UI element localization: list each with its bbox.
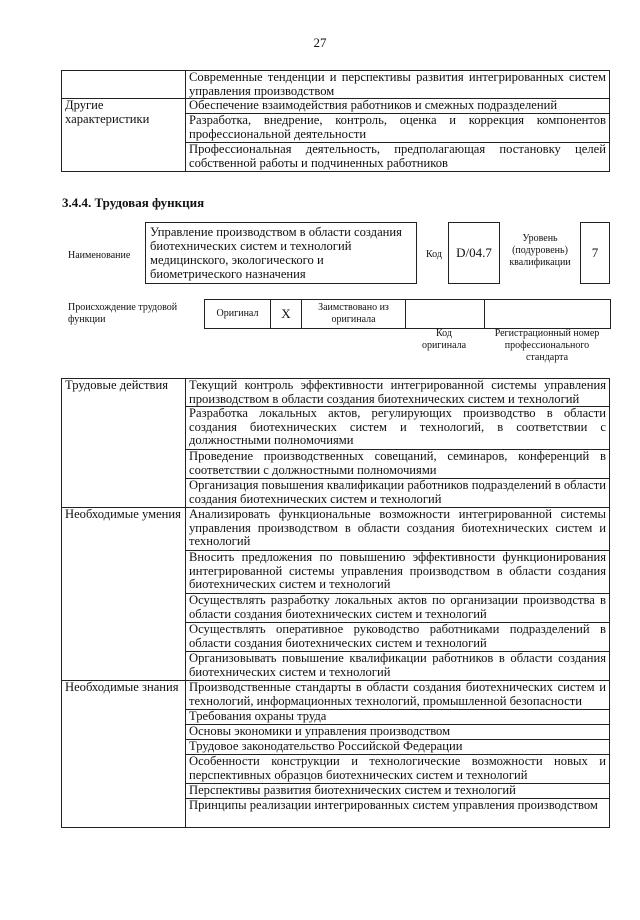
table-row bbox=[62, 99, 610, 114]
table-cell: Организовывать повышение квалификации работников в области создания биотехнических систем и технологий bbox=[186, 652, 610, 681]
original-mark: X bbox=[281, 306, 291, 321]
table-cell: Разработка локальных актов, регулирующих производство в области создания биотехнических систем и технологий, в соответствии с должностными полномочиями bbox=[186, 407, 610, 450]
table-cell: Перспективы развития биотехнических систем и технологий bbox=[186, 784, 610, 799]
table-cell: Обеспечение взаимодействия работников и смежных подразделений bbox=[186, 99, 610, 114]
level-label: Уровень (подуровень) квалификации bbox=[509, 233, 571, 268]
code-value: D/04.7 bbox=[456, 245, 492, 260]
name-label: Наименование bbox=[68, 250, 131, 261]
function-name-box bbox=[145, 222, 417, 284]
group-label: Трудовые действия bbox=[62, 379, 186, 508]
reg-number-label: Регистрационный номер профессионального стандарта bbox=[494, 328, 600, 363]
origin-box bbox=[204, 299, 611, 329]
borrowed-label: Заимствовано из оригинала bbox=[318, 302, 389, 325]
function-name: Управление производством в области создания биотехнических систем и технологий медицинского, экологического и биометрического назначения bbox=[150, 225, 402, 281]
table-cell: Профессиональная деятельность, предполагающая постановку целей собственной работы и подчиненных работников bbox=[186, 143, 610, 172]
table-cell: Производственные стандарты в области создания биотехнических систем и технологий, информационных технологий, промышленной безопасности bbox=[186, 681, 610, 710]
code-original-label: Код оригинала bbox=[421, 328, 467, 351]
main-table bbox=[61, 378, 610, 828]
group-label: Необходимые знания bbox=[62, 681, 186, 828]
table-cell: Особенности конструкции и технологические возможности новых и перспективных образцов биотехнических систем и технологий bbox=[186, 755, 610, 784]
table-cell: Организация повышения квалификации работников подразделений в области создания биотехнических систем и технологий bbox=[186, 479, 610, 508]
origin-label: Происхождение трудовой функции bbox=[68, 302, 178, 325]
level-box bbox=[580, 222, 610, 284]
group-label: Необходимые умения bbox=[62, 508, 186, 681]
table-cell: Принципы реализации интегрированных систем управления производством bbox=[186, 799, 610, 828]
table-cell: Разработка, внедрение, контроль, оценка и коррекция компонентов профессиональной деятельности bbox=[186, 114, 610, 143]
code-original-cell bbox=[406, 300, 485, 328]
table-cell bbox=[62, 71, 186, 99]
table-cell: Вносить предложения по повышению эффективности функционирования интегрированной системы управления производством в области создания биотехнических систем и технологий bbox=[186, 551, 610, 594]
table-cell: Современные тенденции и перспективы развития интегрированных систем управления производством bbox=[186, 71, 610, 99]
original-label: Оригинал bbox=[216, 308, 259, 319]
code-box bbox=[448, 222, 500, 284]
reg-number-cell bbox=[485, 300, 609, 328]
row-label: Другие характеристики bbox=[62, 99, 186, 172]
page-number: 27 bbox=[313, 35, 327, 50]
table-cell: Осуществлять разработку локальных актов по организации производства в области создания биотехнических систем и технологий bbox=[186, 594, 610, 623]
table-row bbox=[62, 71, 610, 99]
level-value: 7 bbox=[591, 245, 599, 260]
table-cell: Текущий контроль эффективности интегрированной системы управления производством в области создания биотехнических систем и технологий bbox=[186, 379, 610, 407]
table-row bbox=[62, 379, 610, 407]
table-cell: Осуществлять оперативное руководство работниками подразделений в области создания биотехнических систем и технологий bbox=[186, 623, 610, 652]
characteristics-table bbox=[61, 70, 610, 172]
table-cell: Анализировать функциональные возможности интегрированной системы управления производством в области создания биотехнических систем и технологий bbox=[186, 508, 610, 551]
table-row bbox=[62, 508, 610, 551]
table-cell: Основы экономики и управления производством bbox=[186, 725, 610, 740]
table-cell: Требования охраны труда bbox=[186, 710, 610, 725]
section-heading: 3.4.4. Трудовая функция bbox=[62, 195, 205, 210]
table-cell: Трудовое законодательство Российской Федерации bbox=[186, 740, 610, 755]
table-row bbox=[62, 681, 610, 710]
code-label: Код bbox=[426, 249, 442, 260]
table-cell: Проведение производственных совещаний, семинаров, конференций в соответствии с должностными полномочиями bbox=[186, 450, 610, 479]
